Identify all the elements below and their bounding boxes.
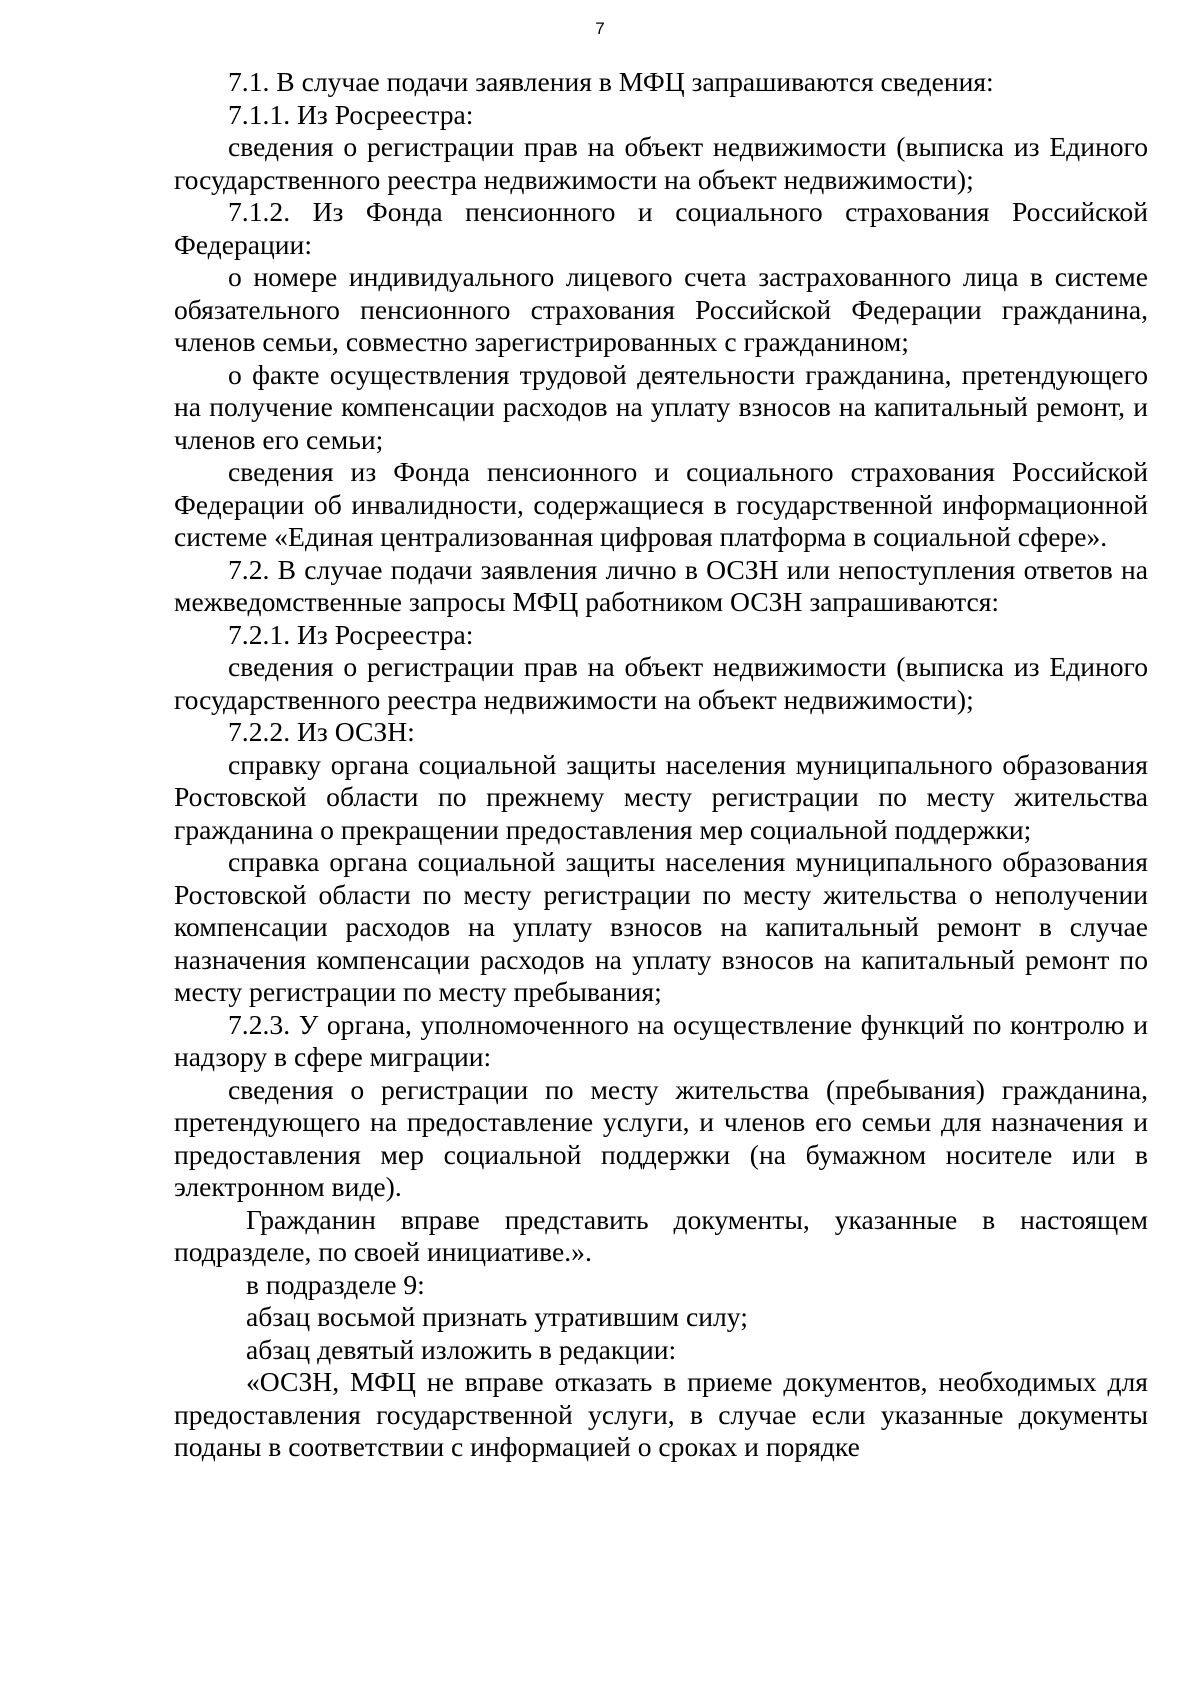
paragraph: 7.2.3. У органа, уполномоченного на осуществление функций по контролю и надзору в сфере миграции: <box>174 1008 1148 1072</box>
paragraph: 7.1.1. Из Росреестра: <box>228 98 474 130</box>
paragraph: сведения о регистрации по месту жительства (пребывания) гражданина, претендующего на предоставление услуги, и членов его семьи для назначения и предоставления мер социальной поддержки (на бумажном носителе или в электронном виде). <box>174 1073 1148 1202</box>
paragraph: сведения о регистрации прав на объект недвижимости (выписка из Единого государственного реестра недвижимости на объект недвижимости); <box>174 651 1148 715</box>
paragraph: о факте осуществления трудовой деятельности гражданина, претендующего на получение компенсации расходов на уплату взносов на капитальный ремонт, и членов его семьи; <box>174 358 1148 455</box>
paragraph: 7.1. В случае подачи заявления в МФЦ запрашиваются сведения: <box>228 66 994 97</box>
paragraph: абзац девятый изложить в редакции: <box>246 1333 677 1365</box>
paragraph: в подразделе 9: <box>246 1268 425 1300</box>
paragraph: Гражданин вправе представить документы, указанные в настоящем подразделе, по своей инициативе.». <box>174 1203 1148 1267</box>
paragraph: «ОСЗН, МФЦ не вправе отказать в приеме документов, необходимых для предоставления государственной услуги, в случае если указанные документы поданы в соответствии с информацией о сроках и порядке <box>174 1366 1148 1462</box>
paragraph: абзац восьмой признать утратившим силу; <box>246 1301 748 1332</box>
paragraph: справка органа социальной защиты населения муниципального образования Ростовской области по месту регистрации по месту жительства о неполучении компенсации расходов на уплату взносов на капитальный ремонт в случае назначения компенсации расходов на уплату взносов на капитальный ремонт по месту регистрации по месту пребывания; <box>174 846 1148 1007</box>
paragraph: 7.2.2. Из ОСЗН: <box>228 716 415 747</box>
paragraph: о номере индивидуального лицевого счета застрахованного лица в системе обязательного пенсионного страхования Российской Федерации гражданина, членов семьи, совместно зарегистрированных с гражданином; <box>174 261 1148 357</box>
paragraph: 7.2.1. Из Росреестра: <box>228 618 474 650</box>
paragraph: 7.1.2. Из Фонда пенсионного и социального страхования Российской Федерации: <box>174 196 1148 260</box>
page-number: 7 <box>595 19 605 38</box>
paragraph: справку органа социальной защиты населения муниципального образования Ростовской области по прежнему месту регистрации по месту жительства гражданина о прекращении предоставления мер социальной поддержки; <box>174 748 1148 845</box>
document-body <box>174 66 1148 1464</box>
paragraph: 7.2. В случае подачи заявления лично в ОСЗН или непоступления ответов на межведомственные запросы МФЦ работником ОСЗН запрашиваются: <box>174 553 1148 617</box>
paragraph: сведения о регистрации прав на объект недвижимости (выписка из Единого государственного реестра недвижимости на объект недвижимости); <box>174 131 1148 195</box>
paragraph: сведения из Фонда пенсионного и социального страхования Российской Федерации об инвалидности, содержащиеся в государственной информационной системе «Единая централизованная цифровая платформа в социальной сфере». <box>174 456 1148 552</box>
